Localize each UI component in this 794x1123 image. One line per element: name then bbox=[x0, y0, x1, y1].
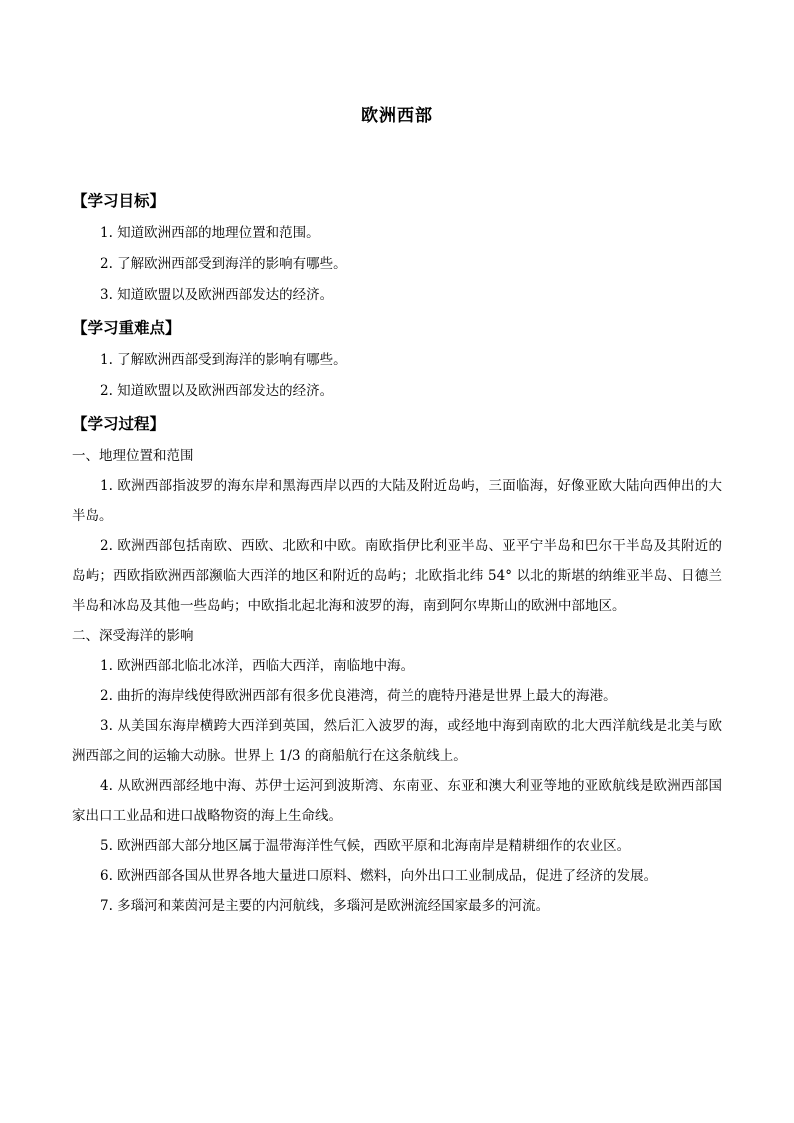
ocean-paragraph: 3. 从美国东海岸横跨大西洋到英国，然后汇入波罗的海，或经地中海到南欧的北大西洋航线是北美与欧洲西部之间的运输大动脉。世界上 1/3 的商船航行在这条航线上。 bbox=[72, 718, 722, 764]
location-section-heading: 一、地理位置和范围 bbox=[72, 448, 194, 464]
ocean-paragraph: 5. 欧洲西部大部分地区属于温带海洋性气候，西欧平原和北海南岸是精耕细作的农业区。 bbox=[100, 838, 631, 854]
objective-item: 2. 了解欧洲西部受到海洋的影响有哪些。 bbox=[100, 256, 347, 272]
key-point-item: 2. 知道欧盟以及欧洲西部发达的经济。 bbox=[100, 383, 334, 399]
page-title: 欧洲西部 bbox=[361, 106, 433, 126]
location-paragraph: 2. 欧洲西部包括南欧、西欧、北欧和中欧。南欧指伊比利亚半岛、亚平宁半岛和巴尔干半岛及其附近的岛屿；西欧指欧洲西部濒临大西洋的地区和附近的岛屿；北欧指北纬 54° 以北的斯堪的纳维亚半岛、日德兰半岛和冰岛及其他一些岛屿；中欧指北起北海和波罗的海，南到阿尔卑斯山的欧洲中部地区。 bbox=[72, 538, 722, 614]
key-point-item: 1. 了解欧洲西部受到海洋的影响有哪些。 bbox=[100, 352, 347, 368]
document-page bbox=[72, 100, 722, 921]
ocean-paragraph: 6. 欧洲西部各国从世界各地大量进口原料、燃料，向外出口工业制成品，促进了经济的发展。 bbox=[100, 868, 658, 884]
ocean-section-heading: 二、深受海洋的影响 bbox=[72, 628, 194, 644]
objective-item: 1. 知道欧洲西部的地理位置和范围。 bbox=[100, 225, 320, 241]
process-heading: 【学习过程】 bbox=[72, 414, 166, 433]
key-points-heading: 【学习重难点】 bbox=[72, 318, 181, 337]
ocean-paragraph: 7. 多瑙河和莱茵河是主要的内河航线，多瑙河是欧洲流经国家最多的河流。 bbox=[100, 898, 550, 914]
ocean-paragraph: 1. 欧洲西部北临北冰洋，西临大西洋，南临地中海。 bbox=[100, 658, 415, 674]
objective-item: 3. 知道欧盟以及欧洲西部发达的经济。 bbox=[100, 287, 334, 303]
ocean-paragraph: 4. 从欧洲西部经地中海、苏伊士运河到波斯湾、东南亚、东亚和澳大利亚等地的亚欧航线是欧洲西部国家出口工业品和进口战略物资的海上生命线。 bbox=[72, 778, 722, 824]
location-paragraph: 1. 欧洲西部指波罗的海东岸和黑海西岸以西的大陆及附近岛屿，三面临海，好像亚欧大陆向西伸出的大半岛。 bbox=[72, 478, 722, 524]
objectives-heading: 【学习目标】 bbox=[72, 191, 166, 210]
ocean-paragraph: 2. 曲折的海岸线使得欧洲西部有很多优良港湾，荷兰的鹿特丹港是世界上最大的海港。 bbox=[100, 688, 617, 704]
